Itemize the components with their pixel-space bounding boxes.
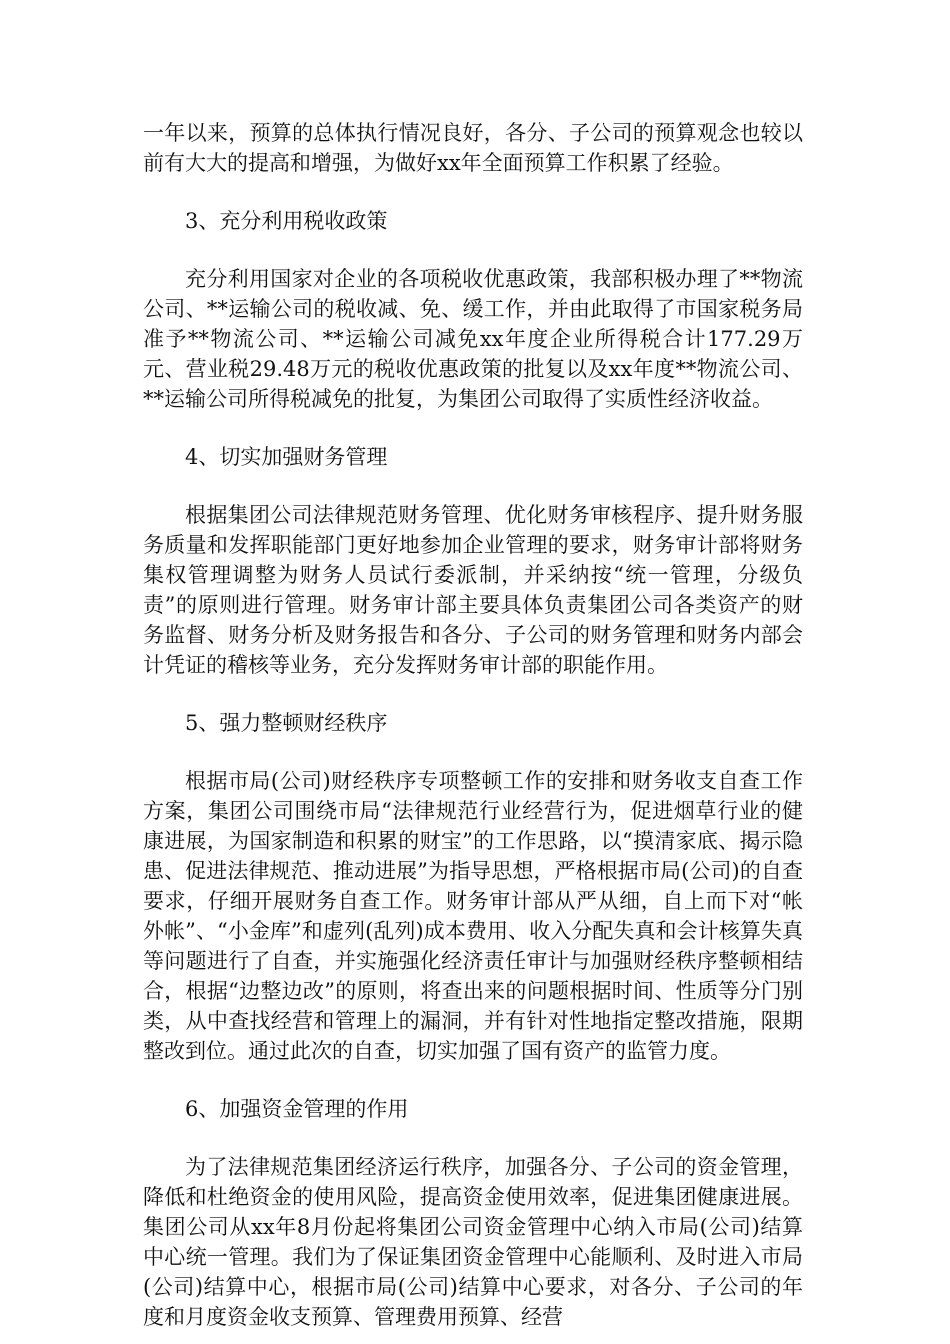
paragraph-tax-policy: 充分利用国家对企业的各项税收优惠政策，我部积极办理了**物流公司、**运输公司的税收减、免、缓工作，并由此取得了市国家税务局准予**物流公司、**运输公司减免xx年度企业所得税合计177.29万元、营业税29.48万元的税收优惠政策的批复以及xx年度**物流公司、**运输公司所得税减免的批复，为集团公司取得了实质性经济收益。	[143, 267, 803, 411]
paragraph-financial-order: 根据市局(公司)财经秩序专项整顿工作的安排和财务收支自查工作方案，集团公司围绕市局“法律规范行业经营行为，促进烟草行业的健康进展，为国家制造和积累的财宝”的工作思路，以“摸清家底、揭示隐患、促进法律规范、推动进展”为指导思想，严格根据市局(公司)的自查要求，仔细开展财务自查工作。财务审计部从严从细，自上而下对“帐外帐”、“小金库”和虚列(乱列)成本费用、收入分配失真和会计核算失真等问题进行了自查，并实施强化经济责任审计与加强财经秩序整顿相结合，根据“边整边改”的原则，将查出来的问题根据时间、性质等分门别类，从中查找经营和管理上的漏洞，并有针对性地指定整改措施，限期整改到位。通过此次的自查，切实加强了国有资产的监管力度。	[143, 769, 803, 1063]
paragraph-budget-summary: 一年以来，预算的总体执行情况良好，各分、子公司的预算观念也较以前有大大的提高和增强，为做好xx年全面预算工作积累了经验。	[143, 121, 803, 175]
document-body	[143, 118, 803, 1332]
paragraph-financial-management: 根据集团公司法律规范财务管理、优化财务审核程序、提升财务服务质量和发挥职能部门更好地参加企业管理的要求，财务审计部将财务集权管理调整为财务人员试行委派制，并采纳按“统一管理，分级负责”的原则进行管理。财务审计部主要具体负责集团公司各类资产的财务监督、财务分析及财务报告和各分、子公司的财务管理和财务内部会计凭证的稽核等业务，充分发挥财务审计部的职能作用。	[143, 503, 803, 677]
heading-financial-order: 5、强力整顿财经秩序	[185, 711, 388, 735]
heading-tax-policy: 3、充分利用税收政策	[185, 209, 388, 233]
heading-financial-management: 4、切实加强财务管理	[185, 445, 388, 469]
heading-fund-management: 6、加强资金管理的作用	[185, 1097, 409, 1121]
paragraph-fund-management: 为了法律规范集团经济运行秩序，加强各分、子公司的资金管理，降低和杜绝资金的使用风险，提高资金使用效率，促进集团健康进展。集团公司从xx年8月份起将集团公司资金管理中心纳入市局(公司)结算中心统一管理。我们为了保证集团资金管理中心能顺利、及时进入市局(公司)结算中心，根据市局(公司)结算中心要求，对各分、子公司的年度和月度资金收支预算、管理费用预算、经营	[143, 1155, 803, 1329]
